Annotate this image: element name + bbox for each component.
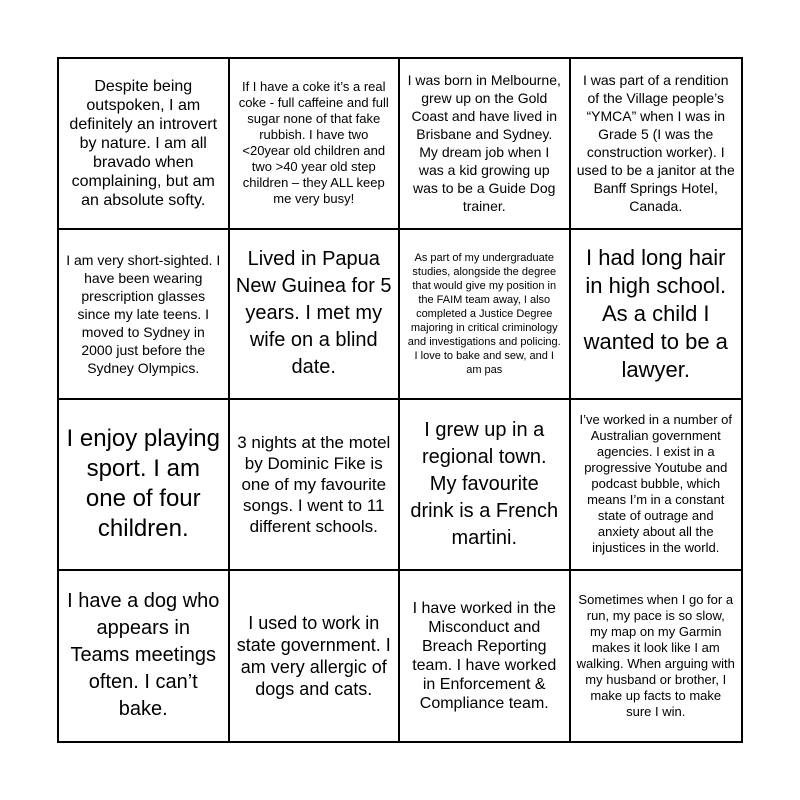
bingo-cell-5[interactable] (59, 230, 230, 401)
bingo-cell-text: I was part of a rendition of the Village people’s “YMCA” when I was in Grade 5 (I was the construction worker). I used to be a janitor at the Banff Springs Hotel, Canada. (576, 72, 735, 215)
bingo-cell-12[interactable] (571, 400, 742, 571)
bingo-cell-9[interactable] (59, 400, 230, 571)
bingo-cell-text: Despite being outspoken, I am definitely an introvert by nature. I am all bravado when complaining, but am an absolute softy. (69, 77, 218, 209)
bingo-cell-3[interactable] (400, 59, 571, 230)
bingo-cell-text: I had long hair in high school. As a child I wanted to be a lawyer. (583, 244, 728, 382)
bingo-cell-8[interactable] (571, 230, 742, 401)
bingo-cell-10[interactable] (230, 400, 401, 571)
bingo-cell-14[interactable] (230, 571, 401, 742)
bingo-cell-11[interactable] (400, 400, 571, 571)
bingo-cell-2[interactable] (230, 59, 401, 230)
bingo-cell-text: I was born in Melbourne, grew up on the Gold Coast and have lived in Brisbane and Sydney. My dream job when I was a kid growing up was to be a Guide Dog trainer. (407, 72, 561, 215)
bingo-cell-text: I’ve worked in a number of Australian government agencies. I exist in a progressive Youtube and podcast bubble, which means I’m in a constant state of outrage and anxiety about all the injustices in the world. (579, 412, 732, 556)
bingo-cell-text: I grew up in a regional town. My favourite drink is a French martini. (410, 418, 559, 549)
bingo-cell-text: I have worked in the Misconduct and Breach Reporting team. I have worked in Enforcement & Compliance team. (412, 599, 557, 712)
bingo-cell-text: I enjoy playing sport. I am one of four children. (66, 425, 220, 543)
bingo-cell-13[interactable] (59, 571, 230, 742)
bingo-cell-text: As part of my undergraduate studies, alongside the degree that would give my position in the FAIM team away, I also completed a Justice Degree majoring in critical criminology and investigations and policing. I love to bake and sew, and I am pas (407, 251, 561, 376)
bingo-cell-6[interactable] (230, 230, 401, 401)
bingo-grid (57, 57, 743, 743)
bingo-cell-15[interactable] (400, 571, 571, 742)
bingo-cell-text: Lived in Papua New Guinea for 5 years. I met my wife on a blind date. (235, 248, 392, 379)
bingo-cell-16[interactable] (571, 571, 742, 742)
bingo-cell-text: I have a dog who appears in Teams meetings often. I can’t bake. (67, 590, 220, 721)
bingo-cell-text: If I have a coke it’s a real coke - full caffeine and full sugar none of that fake rubbish. I have two <20year old children and two >40 year old step children – they ALL keep me very busy! (238, 79, 389, 207)
bingo-cell-text: Sometimes when I go for a run, my pace is so slow, my map on my Garmin makes it look like I am walking. When arguing with my husband or brother, I make up facts to make sure I win. (576, 591, 735, 719)
bingo-cell-1[interactable] (59, 59, 230, 230)
bingo-cell-text: I used to work in state government. I am very allergic of dogs and cats. (236, 612, 391, 699)
bingo-cell-4[interactable] (571, 59, 742, 230)
bingo-cell-text: I am very short-sighted. I have been wearing prescription glasses since my late teens. I moved to Sydney in 2000 just before the Sydney Olympics. (66, 251, 221, 376)
bingo-cell-text: 3 nights at the motel by Dominic Fike is one of my favourite songs. I went to 11 different schools. (237, 432, 391, 536)
bingo-cell-7[interactable] (400, 230, 571, 401)
